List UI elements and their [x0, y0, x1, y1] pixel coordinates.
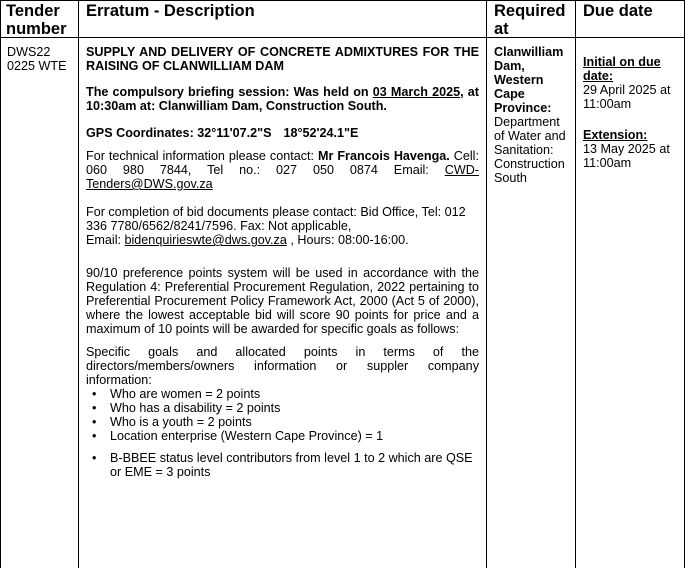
extension-label: Extension: [583, 128, 648, 142]
specific-goals-list [86, 387, 479, 443]
description-cell [86, 45, 479, 479]
initial-due-label: Initial on due date: [583, 55, 661, 83]
table-border-left [0, 0, 1, 568]
bid-office-text: For completion of bid documents please contact: Bid Office, Tel: 012 336 7780/6562/8241/7596. Fax: Not applicable, [86, 205, 466, 233]
gps-longitude: 18°52'24.1"E [283, 126, 359, 140]
tender-title: SUPPLY AND DELIVERY OF CONCRETE ADMIXTURES FOR THE RAISING OF CLANWILLIAM DAM [86, 45, 479, 73]
header-required-at: Required at [494, 2, 566, 38]
technical-prefix: For technical information please contact: [86, 149, 318, 163]
column-divider-1 [78, 0, 79, 568]
bbbee-list [86, 451, 479, 479]
bid-office-contact [86, 205, 479, 247]
list-item: • Who is a youth = 2 points [86, 415, 479, 429]
gps-coordinates [86, 126, 479, 140]
column-divider-3 [575, 0, 576, 568]
gps-latitude: 32°11'07.2"S [197, 126, 272, 140]
bid-office-hours: , Hours: 08:00-16:00. [286, 233, 409, 247]
list-item: • Who has a disability = 2 points [86, 401, 479, 415]
list-item: • B-BBEE status level contributors from level 1 to 2 which are QSE or EME = 3 points [86, 451, 479, 479]
briefing-date: 03 March 2025 [372, 85, 461, 99]
extension-value: 13 May 2025 at 11:00am [583, 142, 670, 170]
bid-office-email-link[interactable]: bidenquirieswte@dws.gov.za [124, 233, 287, 247]
tender-number: DWS22 0225 WTE [7, 45, 67, 73]
preference-points-text: 90/10 preference points system will be used in accordance with the Regulation 4: Preferential Procurement Regulation, 2022 pertaining to Preferential Procurement Policy Framework Act, 2000 (Act 5 of 2000), where the lowest acceptable bid will score 90 points for price and a maximum of 10 points will be awarded for specific goals as follows: [86, 266, 479, 336]
list-item: • Location enterprise (Western Cape Province) = 1 [86, 429, 479, 443]
specific-goals-intro: Specific goals and allocated points in terms of the directors/members/owners information or suppler company information: [86, 345, 479, 387]
initial-due-value: 29 April 2025 at 11:00am [583, 83, 671, 111]
list-item: • Who are women = 2 points [86, 387, 479, 401]
gps-label: GPS Coordinates: [86, 126, 198, 140]
bid-office-email-label: Email: [86, 233, 125, 247]
technical-email-link[interactable]: CWD-Tenders@DWS.gov.za [86, 163, 479, 191]
technical-details: Cell: 060 980 7844, Tel no.: 027 050 0874 Email: [86, 149, 479, 177]
technical-contact-name: Mr Francois Havenga. [317, 149, 450, 163]
briefing-prefix: The compulsory briefing session: Was held on [86, 85, 373, 99]
table-border-top [0, 0, 685, 1]
due-date-cell [583, 55, 681, 170]
required-at-cell [494, 45, 572, 185]
header-divider [0, 37, 685, 38]
required-at-department: Department of Water and Sanitation: Construction South [494, 115, 566, 185]
briefing-suffix: , at 10:30am at: Clanwilliam Dam, Construction South. [86, 85, 479, 113]
header-due-date: Due date [583, 2, 653, 20]
header-description: Erratum - Description [86, 2, 255, 20]
technical-contact [86, 149, 479, 191]
required-at-location: Clanwilliam Dam, Western Cape Province: [494, 45, 564, 115]
briefing-session [86, 85, 479, 113]
header-tender-number: Tender number [6, 2, 67, 38]
column-divider-2 [486, 0, 487, 568]
